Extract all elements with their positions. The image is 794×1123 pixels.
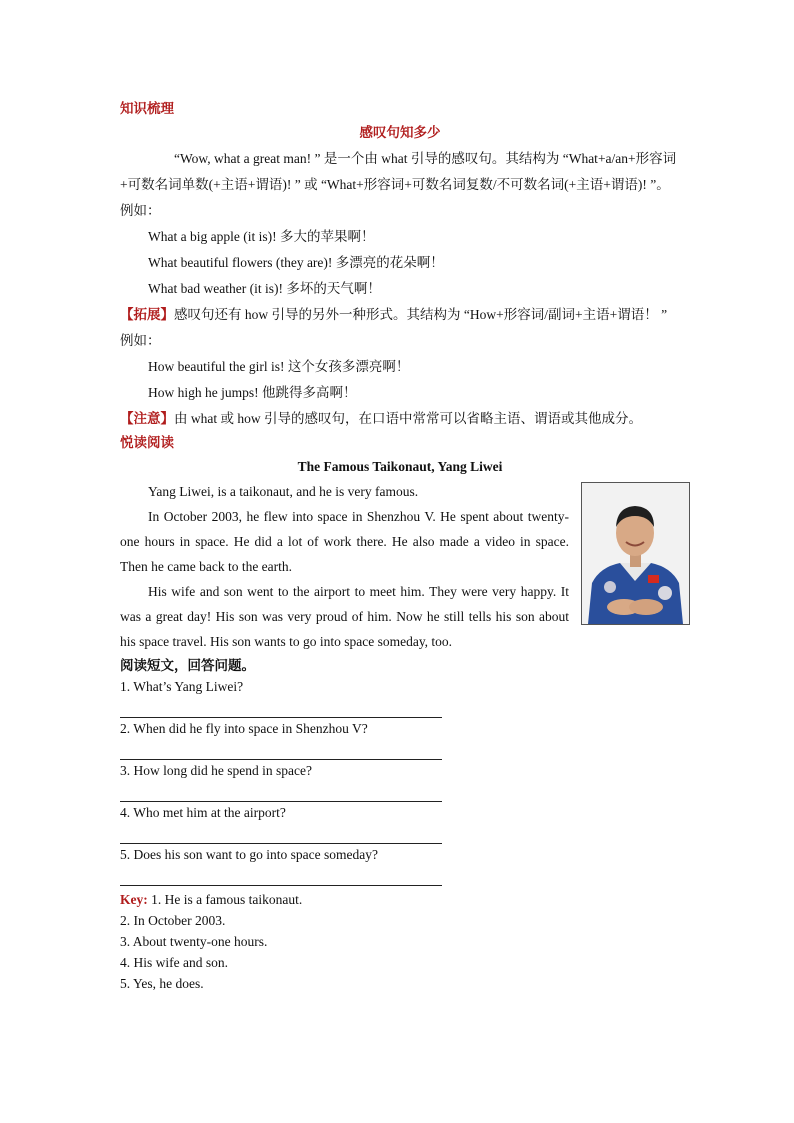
example-what-3: What bad weather (it is)! 多坏的天气啊！ [148,281,381,296]
story-paragraph-3: His wife and son went to the airport to meet him. They were very happy. It was a great day! His son was very proud of him. Now he still tells his son about his space travel. His son wants to go into space someday, too. [120,584,569,649]
extend-text: 感叹句还有 how 引导的另外一种形式。其结构为 “How+形容词/副词+主语+谓语！ ” [174,307,668,322]
example-what-1: What a big apple (it is)! 多大的苹果啊！ [148,229,375,244]
answer-line-5[interactable] [120,865,442,886]
key-answer-5: 5. Yes, he does. [120,976,204,991]
questions-instruction: 阅读短文，回答问题。 [120,658,255,673]
story-title: The Famous Taikonaut, Yang Liwei [297,459,503,474]
key-answer-1: 1. He is a famous taikonaut. [147,892,303,907]
note-text: 由 what 或 how 引导的感叹句，在口语中常常可以省略主语、谓语或其他成分。 [174,411,642,426]
document-page [120,98,680,994]
taikonaut-portrait-icon [581,482,690,625]
example-label: 例如： [120,333,161,348]
subtitle-exclamation: 感叹句知多少 [359,125,441,140]
question-2: 2. When did he fly into space in Shenzhou V? [120,721,368,736]
example-how-2: How high he jumps! 他跳得多高啊！ [148,385,357,400]
question-3: 3. How long did he spend in space? [120,763,312,778]
story-block [120,479,680,654]
note-label: 【注意】 [120,411,174,426]
extend-paragraph [120,302,680,328]
question-5: 5. Does his son want to go into space someday? [120,847,378,862]
key-answer-3: 3. About twenty-one hours. [120,934,268,949]
example-how-1: How beautiful the girl is! 这个女孩多漂亮啊！ [148,359,410,374]
key-line-1 [120,889,680,910]
answer-line-1[interactable] [120,697,442,718]
example-what-2: What beautiful flowers (they are)! 多漂亮的花朵啊！ [148,255,444,270]
answer-line-4[interactable] [120,823,442,844]
question-1: 1. What’s Yang Liwei? [120,679,244,694]
story-paragraph-1: Yang Liwei, is a taikonaut, and he is very famous. [148,484,419,499]
key-answer-2: 2. In October 2003. [120,913,226,928]
question-4: 4. Who met him at the airport? [120,805,286,820]
intro-paragraph: “Wow, what a great man! ” 是一个由 what 引导的感叹句。其结构为 “What+a/an+形容词+可数名词单数(+主语+谓语)! ” 或 “What+形容词+可数名词复数/不可数名词(+主语+谓语)! ”。例如： [120,151,677,218]
section-title-knowledge: 知识梳理 [120,101,174,116]
story-text [120,479,569,654]
section-title-reading: 悦读阅读 [120,435,174,450]
answer-line-3[interactable] [120,781,442,802]
note-paragraph [120,406,680,432]
extend-label: 【拓展】 [120,307,174,322]
answer-line-2[interactable] [120,739,442,760]
key-label: Key: [120,892,148,907]
key-answer-4: 4. His wife and son. [120,955,228,970]
story-paragraph-2: In October 2003, he flew into space in Shenzhou V. He spent about twenty-one hours in space. He did a lot of work there. He also made a video in space. Then he came back to the earth. [120,509,569,574]
